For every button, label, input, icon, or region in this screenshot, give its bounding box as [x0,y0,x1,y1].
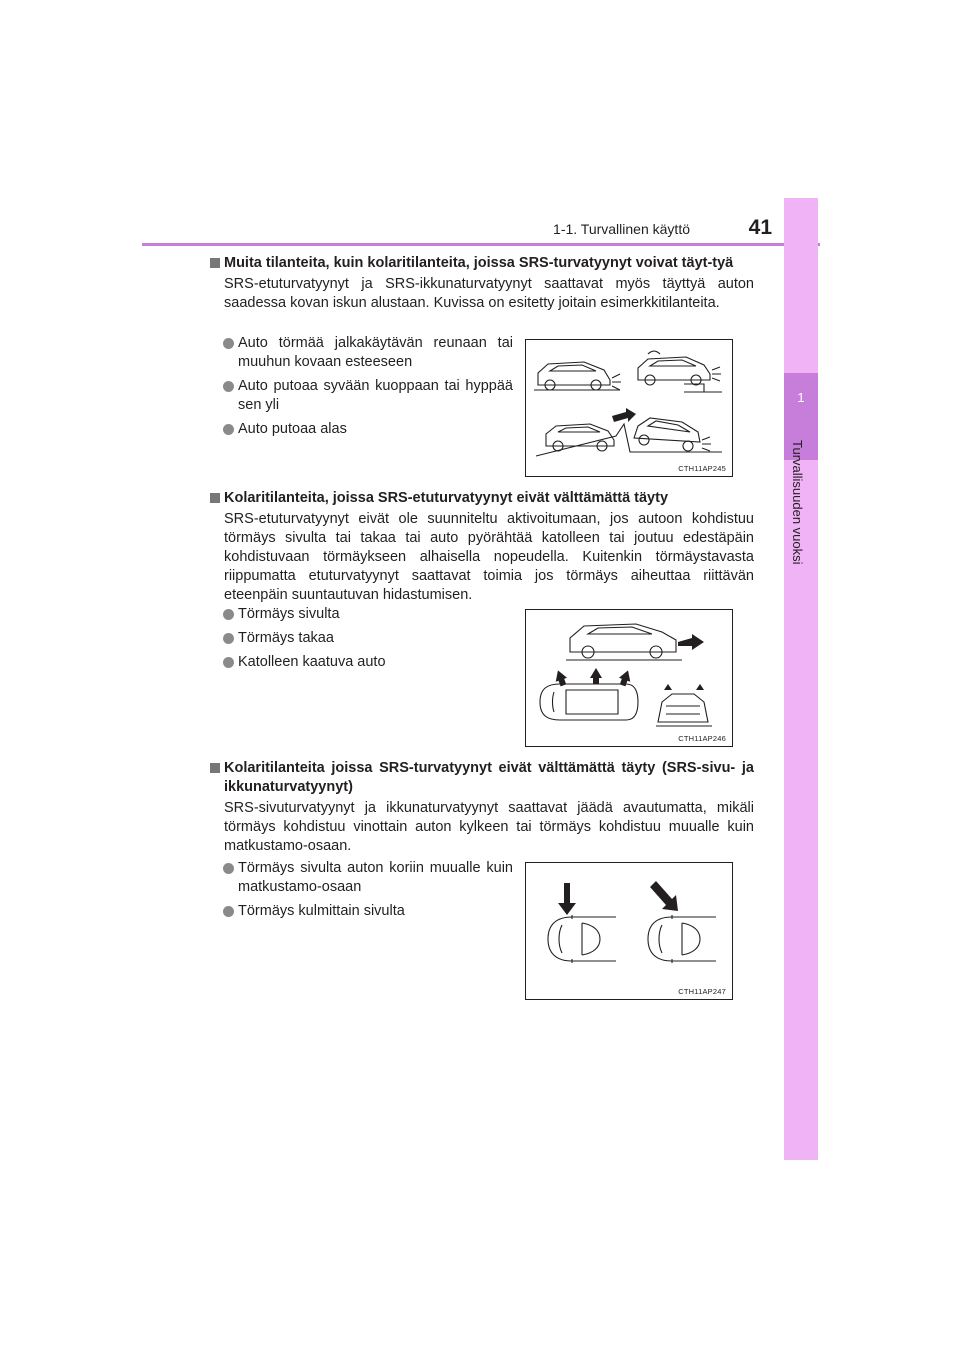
circle-bullet-icon [223,657,234,668]
illustration-oblique-side-impact [525,862,733,1000]
side-tab-chapter-number: 1 [797,390,805,405]
figure-code: CTH11AP246 [678,734,726,743]
circle-bullet-icon [223,906,234,917]
square-bullet-icon [210,493,220,503]
chapter-side-tab [784,198,818,1160]
circle-bullet-icon [223,609,234,620]
list-item: Auto putoaa syvään kuoppaan tai hyppää sen yli [223,377,513,415]
section-1 [210,254,754,313]
section-heading [210,759,754,797]
circle-bullet-icon [223,338,234,349]
illustration-side-rear-rollover [525,609,733,747]
list-item: Törmäys sivulta auton koriin muualle kuin matkustamo-osaan [223,859,513,897]
section-heading [210,489,754,508]
section-heading-text: Kolaritilanteita joissa SRS-turvatyynyt eivät välttämättä täyty (SRS-sivu- ja ikkunaturvatyynyt) [224,760,754,795]
section-body: SRS-etuturvatyynyt ja SRS-ikkunaturvatyynyt saattavat myös täyttyä auton saadessa kovan iskun alustaan. Kuvissa on esitetty joitain esimerkkitilanteita. [224,276,754,311]
bullet-list-3 [223,859,513,926]
car-impact-drawing [526,340,732,476]
list-item: Katolleen kaatuva auto [223,653,513,672]
list-item: Törmäys takaa [223,629,513,648]
section-heading-text: Muita tilanteita, kuin kolaritilanteita, joissa SRS-turvatyynyt voivat täyt-tyä [224,255,734,271]
section-heading-text: Kolaritilanteita, joissa SRS-etuturvatyynyt eivät välttämättä täyty [224,490,669,506]
section-heading [210,254,754,273]
list-item: Auto putoaa alas [223,420,513,439]
illustration-impact-under-car [525,339,733,477]
car-impact-drawing [526,863,732,999]
circle-bullet-icon [223,424,234,435]
circle-bullet-icon [223,381,234,392]
car-impact-drawing [526,610,732,746]
figure-code: CTH11AP247 [678,987,726,996]
list-item: Törmäys kulmittain sivulta [223,902,513,921]
bullet-list-2 [223,605,513,677]
section-body: SRS-etuturvatyynyt eivät ole suunniteltu aktivoitumaan, jos autoon kohdistuu törmäys sivulta tai takaa tai auto pyörähtää katolleen tai joutuu edestäpäin kohdistuvaan törmäykseen alhaisella nopeudella. Kuitenkin törmäystavasta riippumatta etuturvatyynyt saattavat toimia jos törmäys aiheuttaa riittävän eteenpäin suuntautuvan hidastumisen. [224,511,754,603]
running-header-title: 1-1. Turvallinen käyttö [553,221,690,237]
section-body: SRS-sivuturvatyynyt ja ikkunaturvatyynyt saattavat jäädä avautumatta, mikäli törmäys kohdistuu vinottain auton kylkeen tai törmäys kohdistuu muualle kuin matkustamo-osaan. [224,800,754,854]
square-bullet-icon [210,258,220,268]
page-number: 41 [748,216,772,239]
header-rule [142,243,820,246]
bullet-list-1 [223,334,513,444]
list-item: Törmäys sivulta [223,605,513,624]
circle-bullet-icon [223,863,234,874]
square-bullet-icon [210,763,220,773]
section-2 [210,489,754,605]
section-3 [210,759,754,856]
figure-code: CTH11AP245 [678,464,726,473]
side-tab-chapter-title: Turvallisuuden vuoksi [790,440,805,565]
list-item: Auto törmää jalkakäytävän reunaan tai muuhun kovaan esteeseen [223,334,513,372]
circle-bullet-icon [223,633,234,644]
